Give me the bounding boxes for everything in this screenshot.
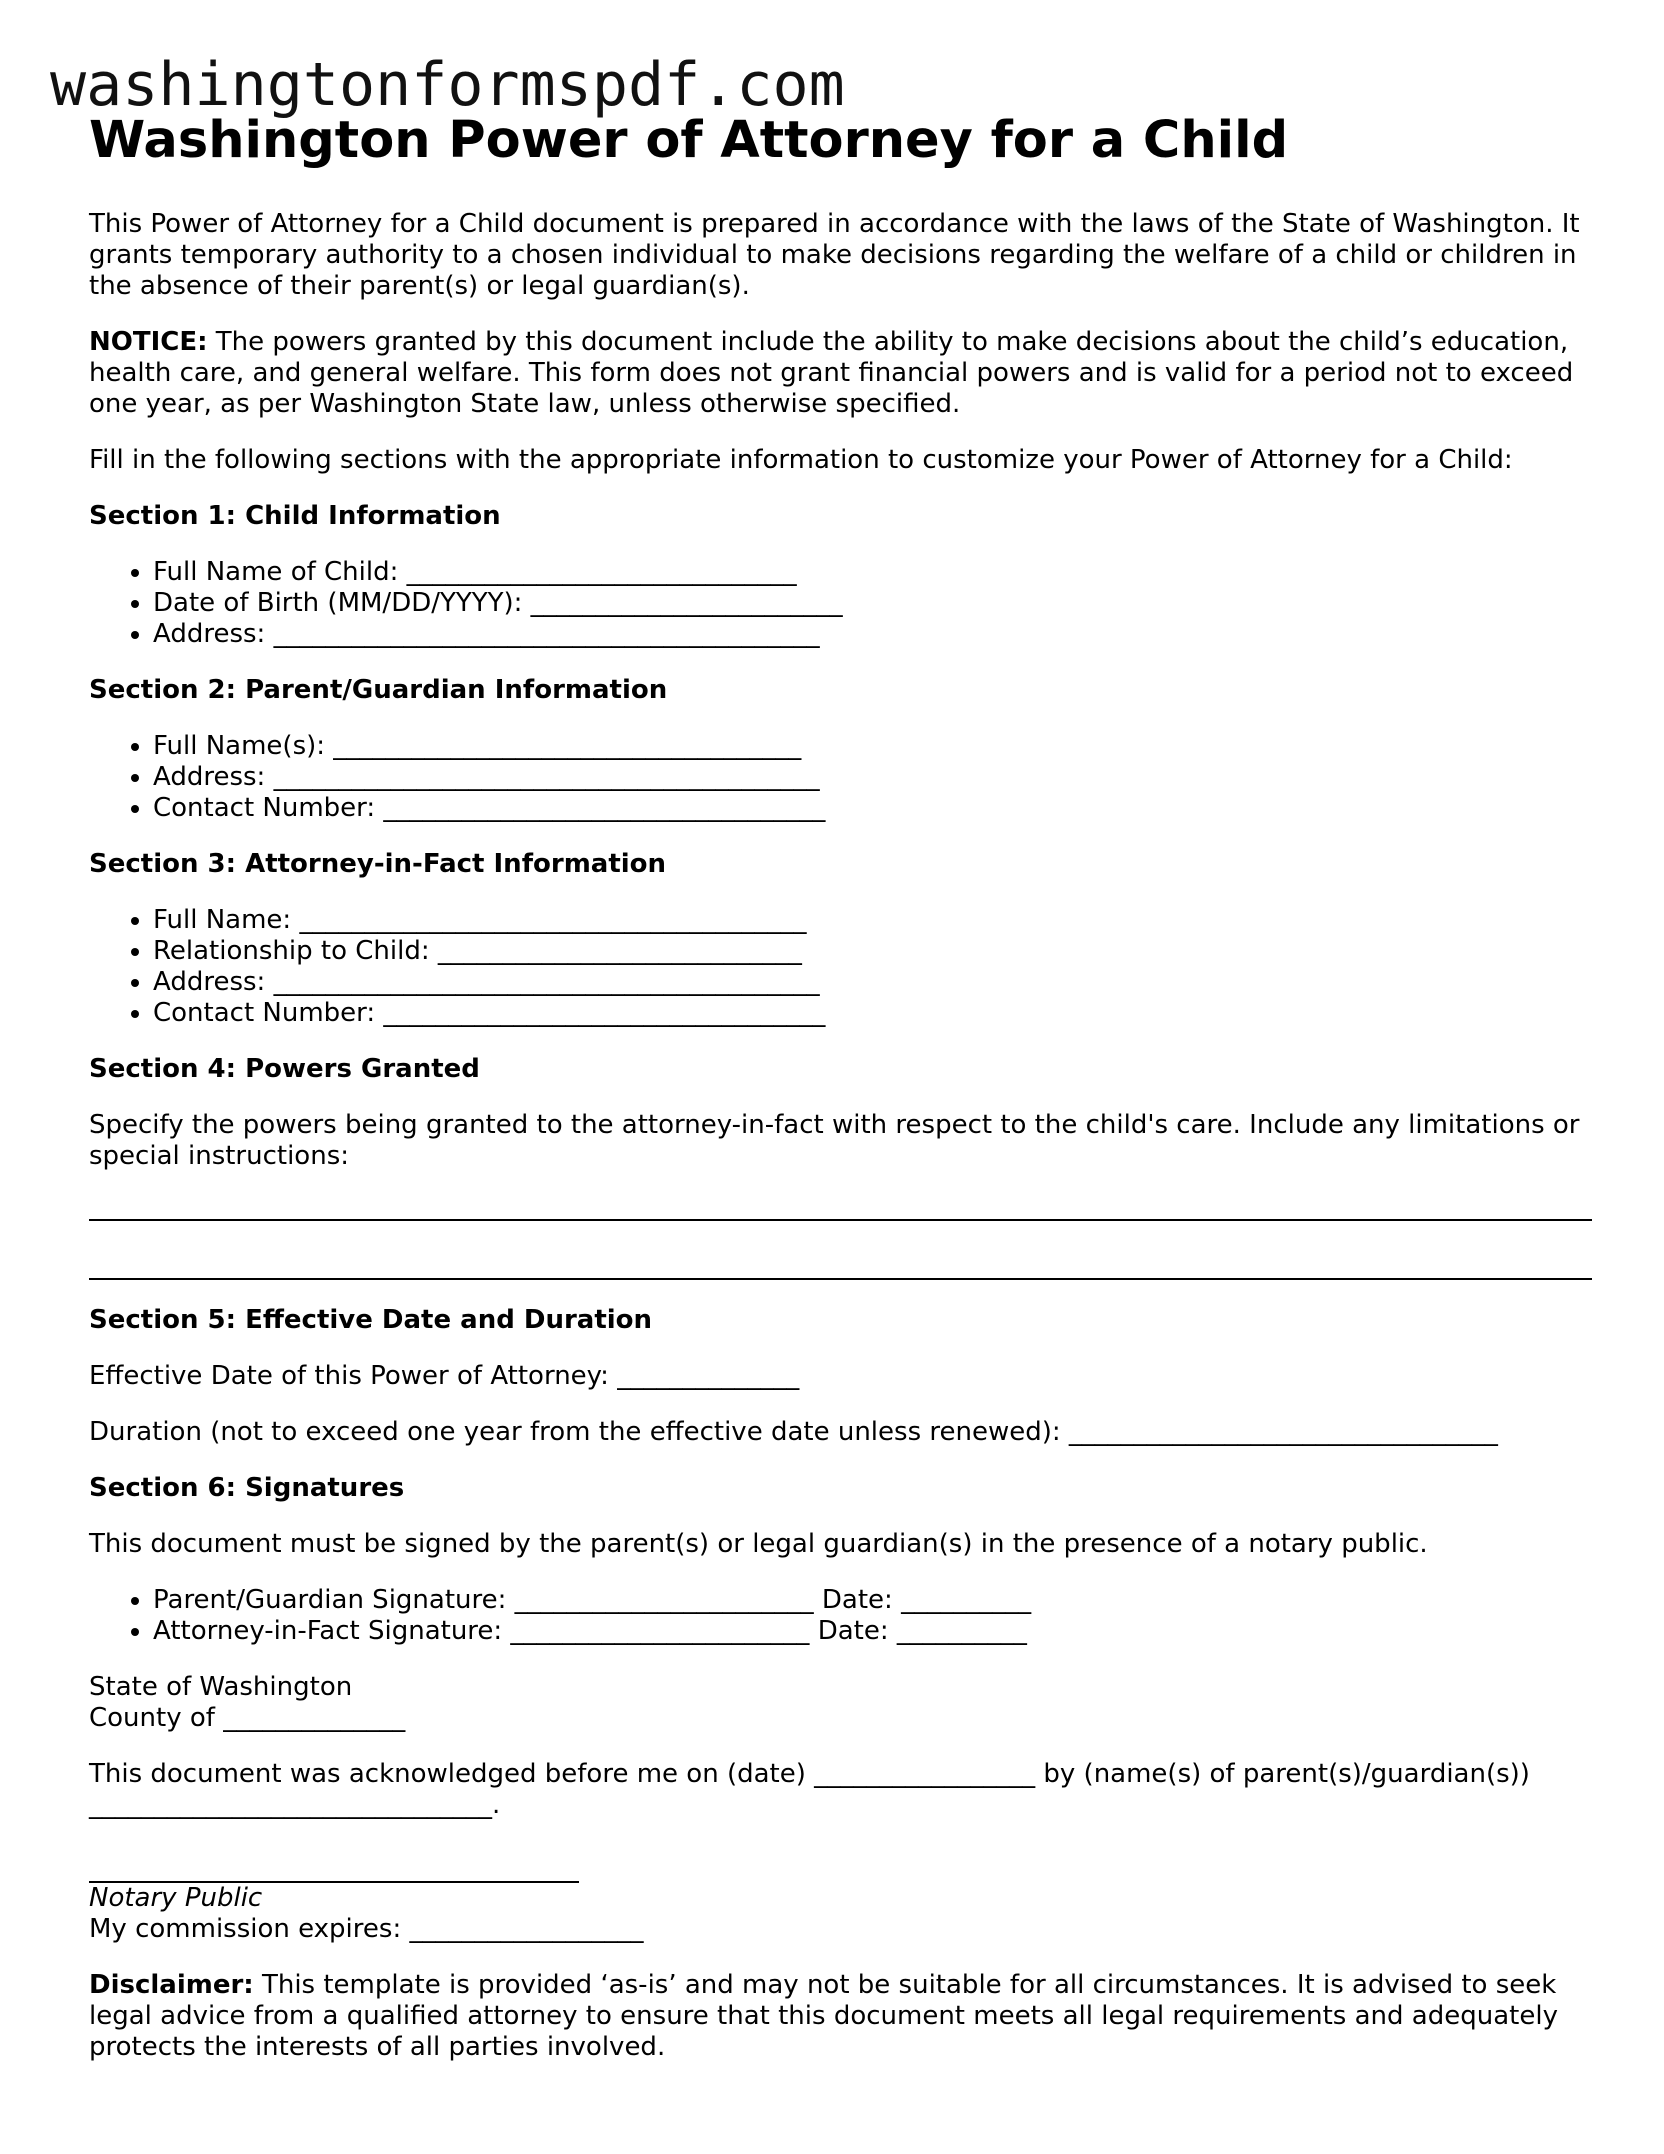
powers-line-2[interactable] xyxy=(89,1278,1592,1280)
attorney-signature-field[interactable]: • Attorney-in-Fact Signature: _______________________ Date: __________ xyxy=(153,1616,1589,1647)
section2-list xyxy=(89,731,1589,824)
section4-heading: Section 4: Powers Granted xyxy=(89,1054,480,1084)
attorney-relationship-field[interactable]: • Relationship to Child: ____________________________ xyxy=(153,936,1589,967)
section1-list xyxy=(89,557,1589,650)
notice-paragraph xyxy=(89,327,1589,420)
section3-heading: Section 3: Attorney-in-Fact Information xyxy=(89,849,667,879)
watermark: washingtonformspdf.com xyxy=(50,50,845,120)
effective-date-field[interactable]: Effective Date of this Power of Attorney: ______________ xyxy=(89,1361,800,1391)
disclaimer-text: This template is provided ‘as-is’ and may not be suitable for all circumstances. It is advised to seek legal advice from a qualified attorney to ensure that this document meets all legal requirements and adequately protects the interests of all parties involved. xyxy=(89,1970,1558,2062)
section6-list xyxy=(89,1585,1589,1647)
notice-text: The powers granted by this document include the ability to make decisions about the child’s education, health care, and general welfare. This form does not grant financial powers and is valid for a period not to exceed one year, as per Washington State law, unless otherwise specified. xyxy=(89,327,1574,419)
duration-field[interactable]: Duration (not to exceed one year from the effective date unless renewed): _________________________________ xyxy=(89,1417,1498,1447)
acknowledgment-line-2[interactable]: _______________________________. xyxy=(89,1790,501,1820)
page-title: Washington Power of Attorney for a Child xyxy=(89,111,1289,170)
parent-full-names-field[interactable]: • Full Name(s): ____________________________________ xyxy=(153,731,1589,762)
parent-signature-field[interactable]: • Parent/Guardian Signature: _______________________ Date: __________ xyxy=(153,1585,1589,1616)
fill-instructions: Fill in the following sections with the appropriate information to customize your Power of Attorney for a Child: xyxy=(89,445,1513,475)
notary-public-label: Notary Public xyxy=(89,1883,263,1913)
state-label: State of Washington xyxy=(89,1672,353,1702)
county-field[interactable]: County of ______________ xyxy=(89,1703,406,1733)
attorney-contact-field[interactable]: • Contact Number: __________________________________ xyxy=(153,998,1589,1029)
attorney-full-name-field[interactable]: • Full Name: _______________________________________ xyxy=(153,905,1589,936)
powers-line-1[interactable] xyxy=(89,1219,1592,1221)
section6-text: This document must be signed by the parent(s) or legal guardian(s) in the presence of a notary public. xyxy=(89,1529,1428,1559)
section4-text: Specify the powers being granted to the attorney-in-fact with respect to the child's care. Include any limitations or special instructions: xyxy=(89,1110,1580,1171)
child-address-field[interactable]: • Address: __________________________________________ xyxy=(153,619,1589,650)
parent-contact-field[interactable]: • Contact Number: __________________________________ xyxy=(153,793,1589,824)
section2-heading: Section 2: Parent/Guardian Information xyxy=(89,675,668,705)
section1-heading: Section 1: Child Information xyxy=(89,501,501,531)
child-full-name-field[interactable]: • Full Name of Child: ______________________________ xyxy=(153,557,1589,588)
attorney-address-field[interactable]: • Address: __________________________________________ xyxy=(153,967,1589,998)
acknowledgment-line-1[interactable]: This document was acknowledged before me on (date) _________________ by (name(s) of parent(s)/guardian(s)) xyxy=(89,1759,1530,1789)
intro-paragraph: This Power of Attorney for a Child document is prepared in accordance with the laws of the State of Washington. It grants temporary authority to a chosen individual to make decisions regarding the welfare of a child or children in the absence of their parent(s) or legal guardian(s). xyxy=(89,209,1580,301)
disclaimer-paragraph xyxy=(89,1970,1589,2063)
disclaimer-label: Disclaimer: xyxy=(89,1970,254,2000)
section6-heading: Section 6: Signatures xyxy=(89,1473,405,1503)
section3-list xyxy=(89,905,1589,1029)
child-dob-field[interactable]: • Date of Birth (MM/DD/YYYY): ________________________ xyxy=(153,588,1589,619)
document-page xyxy=(89,108,1589,2063)
commission-expires-field[interactable]: My commission expires: __________________ xyxy=(89,1914,644,1944)
parent-address-field[interactable]: • Address: __________________________________________ xyxy=(153,762,1589,793)
section5-heading: Section 5: Effective Date and Duration xyxy=(89,1305,653,1335)
notice-label: NOTICE: xyxy=(89,327,208,357)
